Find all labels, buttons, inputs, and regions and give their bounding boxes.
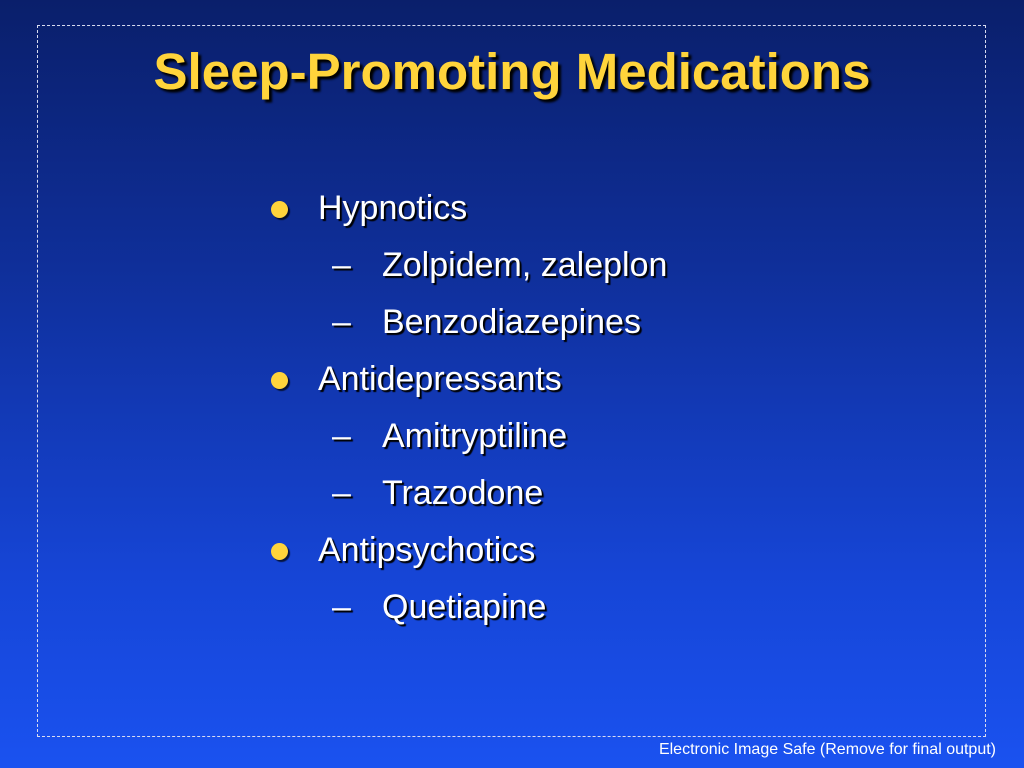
slide-title: Sleep-Promoting Medications	[153, 43, 871, 100]
dash-marker: –	[332, 417, 351, 455]
bullet-dot-icon	[271, 543, 288, 560]
sub-item-text: Amitryptiline	[382, 417, 568, 455]
footer-note: Electronic Image Safe (Remove for final output)	[658, 741, 996, 758]
sub-item-text: Benzodiazepines	[382, 303, 641, 341]
bullet-text: Antidepressants	[318, 360, 562, 398]
dash-marker: –	[332, 474, 351, 512]
bullet-dot-icon	[271, 201, 288, 218]
sub-item-text: Trazodone	[382, 474, 544, 512]
dash-marker: –	[332, 246, 351, 284]
dash-marker: –	[332, 303, 351, 341]
bullet-text: Hypnotics	[318, 189, 468, 227]
sub-item-text: Quetiapine	[382, 588, 547, 626]
sub-item-text: Zolpidem, zaleplon	[382, 246, 668, 284]
bullet-dot-icon	[271, 372, 288, 389]
bullet-text: Antipsychotics	[318, 531, 536, 569]
dash-marker: –	[332, 588, 351, 626]
